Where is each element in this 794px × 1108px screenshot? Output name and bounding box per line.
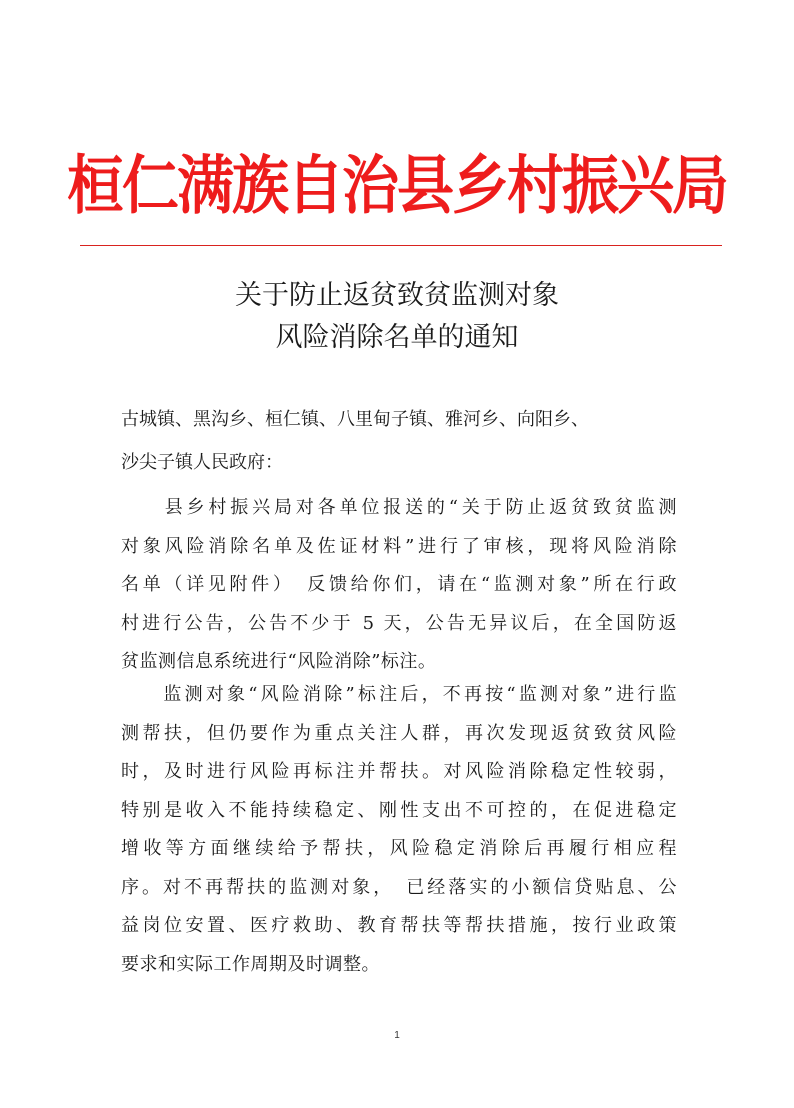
document-title <box>0 275 794 359</box>
paragraph-line: 名单（详见附件） 反馈给你们，请在“监测对象”所在行政 <box>121 574 677 595</box>
paragraph-line: 特别是收入不能持续稳定、刚性支出不可控的，在促进稳定 <box>121 799 677 821</box>
agency-header: 桓仁满族自治县乡村振兴局 <box>67 149 727 223</box>
paragraph-line: 监测对象“风险消除”标注后，不再按“监测对象”进行监 <box>121 684 677 705</box>
paragraph-line: 序。对不再帮扶的监测对象， 已经落实的小额信贷贴息、公 <box>121 876 677 898</box>
recipients-line-1: 古城镇、黑沟乡、桓仁镇、八里甸子镇、雅河乡、向阳乡、 <box>121 409 589 430</box>
paragraph-line: 县乡村振兴局对各单位报送的“关于防止返贫致贫监测 <box>121 497 677 518</box>
document-title-line-2: 风险消除名单的通知 <box>275 322 519 353</box>
paragraph-line: 益岗位安置、医疗救助、教育帮扶等帮扶措施，按行业政策 <box>121 915 677 936</box>
body-paragraph-2 <box>121 676 677 984</box>
body-paragraph-1 <box>121 489 677 682</box>
paragraph-line: 测帮扶，但仍要作为重点关注人群，再次发现返贫致贫风险 <box>121 722 677 744</box>
paragraph-line: 增收等方面继续给予帮扶，风险稳定消除后再履行相应程 <box>121 838 677 859</box>
paragraph-line: 时，及时进行风险再标注并帮扶。对风险消除稳定性较弱， <box>121 761 677 782</box>
recipients-line-2: 沙尖子镇人民政府： <box>121 452 283 473</box>
recipients <box>121 398 681 484</box>
header-red-rule <box>80 245 722 246</box>
page-number: 1 <box>394 1030 400 1041</box>
paragraph-line: 要求和实际工作周期及时调整。 <box>121 953 380 975</box>
document-title-line-1: 关于防止返贫致贫监测对象 <box>235 280 559 311</box>
paragraph-line: 对象风险消除名单及佐证材料”进行了审核，现将风险消除 <box>121 535 677 557</box>
paragraph-line: 贫监测信息系统进行“风险消除”标注。 <box>121 651 437 672</box>
paragraph-line: 村进行公告，公告不少于 5 天，公告无异议后，在全国防返 <box>121 612 677 634</box>
